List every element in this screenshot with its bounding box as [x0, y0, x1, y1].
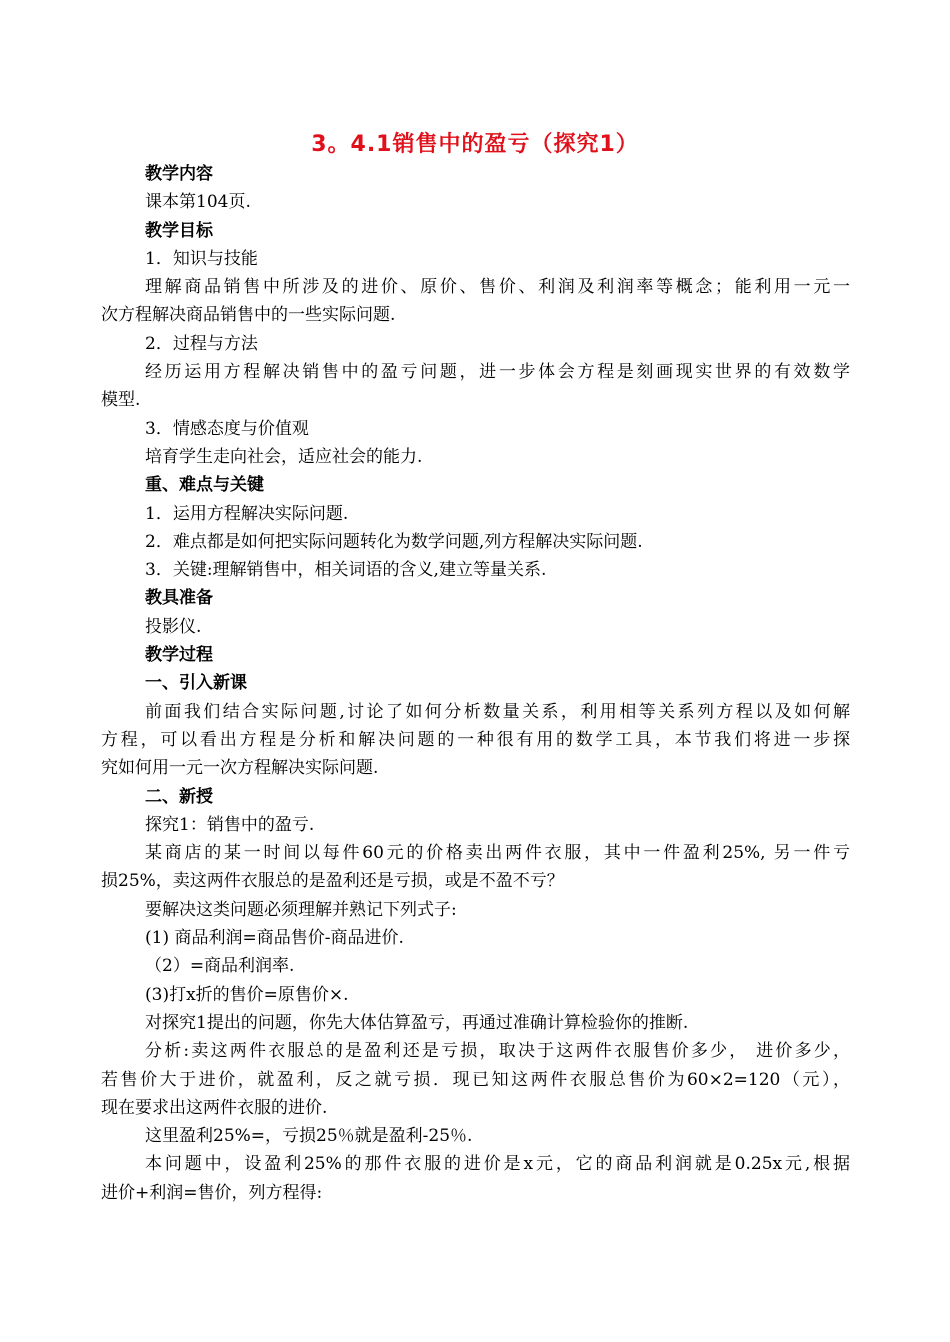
section-heading-content: 教学内容: [145, 164, 213, 184]
paragraph: 课本第104页.: [145, 192, 251, 213]
paragraph-line: 前面我们结合实际问题,讨论了如何分析数量关系，利用相等关系列方程以及如何解: [145, 701, 850, 722]
paragraph-line: 进价+利润=售价，列方程得:: [101, 1182, 323, 1203]
formula-line: (3)打x折的售价=原售价×.: [145, 984, 349, 1005]
subheading: 2．过程与方法: [145, 333, 258, 354]
list-item: 2．难点都是如何把实际问题转化为数学问题,列方程解决实际问题.: [145, 531, 643, 552]
paragraph-line: 理解商品销售中所涉及的进价、原价、售价、利润及利润率等概念；能利用一元一: [145, 277, 850, 298]
paragraph-line: 要解决这类问题必须理解并熟记下列式子:: [145, 899, 457, 920]
paragraph-line: 现在要求出这两件衣服的进价.: [101, 1097, 328, 1118]
formula-line: （2）=商品利润率.: [145, 956, 295, 977]
paragraph-line: 模型.: [101, 390, 141, 411]
document-title: 3。4.1销售中的盈亏（探究1）: [311, 132, 639, 157]
section-heading-process: 教学过程: [145, 645, 213, 666]
list-item: 1．运用方程解决实际问题.: [145, 503, 349, 524]
paragraph-line: 究如何用一元一次方程解决实际问题.: [101, 758, 379, 779]
section-heading-key-points: 重、难点与关键: [145, 475, 264, 496]
paragraph-line: 本问题中，设盈利25%的那件衣服的进价是x元，它的商品利润就是0.25x元,根据: [145, 1154, 850, 1175]
paragraph-line: 损25%，卖这两件衣服总的是盈利还是亏损，或是不盈不亏？: [101, 871, 564, 892]
subheading: 1．知识与技能: [145, 248, 258, 269]
subheading: 3．情感态度与价值观: [145, 418, 309, 439]
paragraph-line: 某商店的某一时间以每件60元的价格卖出两件衣服，其中一件盈利25%, 另一件亏: [145, 843, 850, 864]
list-item: 3．关键:理解销售中，相关词语的含义,建立等量关系.: [145, 560, 547, 581]
document-body: [101, 160, 850, 1207]
subsection-heading-new: 二、新授: [145, 786, 213, 807]
paragraph-line: 次方程解决商品销售中的一些实际问题.: [101, 305, 396, 326]
paragraph-line: 这里盈利25%=，亏损25％就是盈利-25％.: [145, 1126, 473, 1147]
section-heading-goals: 教学目标: [145, 220, 213, 241]
paragraph-line: 分析:卖这两件衣服总的是盈利还是亏损，取决于这两件衣服售价多少， 进价多少，: [145, 1041, 850, 1062]
paragraph-line: 若售价大于进价，就盈利，反之就亏损．现已知这两件衣服总售价为60×2=120（元），: [101, 1069, 850, 1090]
paragraph-line: 对探究1提出的问题，你先大体估算盈亏，再通过准确计算检验你的推断.: [145, 1012, 689, 1033]
subsection-heading-intro: 一、引入新课: [145, 673, 247, 694]
paragraph-line: 方程，可以看出方程是分析和解决问题的一种很有用的数学工具，本节我们将进一步探: [101, 729, 850, 750]
paragraph-line: 经历运用方程解决销售中的盈亏问题，进一步体会方程是刻画现实世界的有效数学: [145, 362, 850, 383]
paragraph-line: 投影仪.: [145, 616, 202, 637]
formula-line: (1) 商品利润=商品售价-商品进价.: [145, 928, 404, 949]
paragraph-line: 探究1：销售中的盈亏.: [145, 814, 315, 835]
paragraph-line: 培育学生走向社会，适应社会的能力.: [145, 446, 423, 467]
section-heading-tools: 教具准备: [145, 588, 213, 609]
